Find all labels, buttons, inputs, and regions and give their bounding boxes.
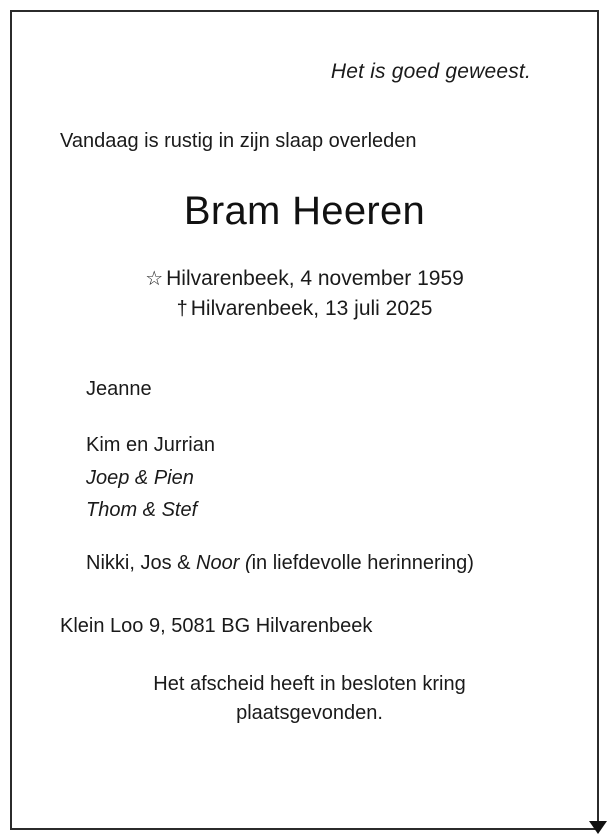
memorial-italic: Noor ( [196,552,252,575]
memorial-prefix: Nikki, Jos & [86,552,197,575]
scroll-down-icon[interactable] [589,821,607,834]
deceased-name: Bram Heeren [183,189,426,233]
family-line: Jeanne [86,377,152,400]
family-line: Kim en Jurrian [86,434,215,457]
intro-text: Vandaag is rustig in zijn slaap overleden [60,130,417,152]
death-line [50,294,559,324]
motto-text: Het is goed geweest. [330,60,531,83]
memorial-line [86,552,559,575]
closing-line-1: Het afscheid heeft in besloten kring [153,673,466,696]
closing-line-2: plaatsgevonden. [236,702,383,725]
family-line: Thom & Stef [86,499,198,522]
death-text: Hilvarenbeek, 13 juli 2025 [190,297,433,321]
family-group [86,429,559,526]
star-icon: ☆ [145,268,164,290]
memorial-suffix: in liefdevolle herinnering) [251,552,474,575]
life-dates [50,264,559,325]
closing-text [50,670,559,728]
birth-line [50,264,559,294]
family-line: Joep & Pien [86,466,194,489]
family-group [86,373,559,405]
cross-icon: † [176,298,188,321]
family-list [86,373,559,527]
obituary-frame [10,10,599,830]
birth-text: Hilvarenbeek, 4 november 1959 [166,267,464,290]
address-text: Klein Loo 9, 5081 BG Hilvarenbeek [60,615,373,638]
